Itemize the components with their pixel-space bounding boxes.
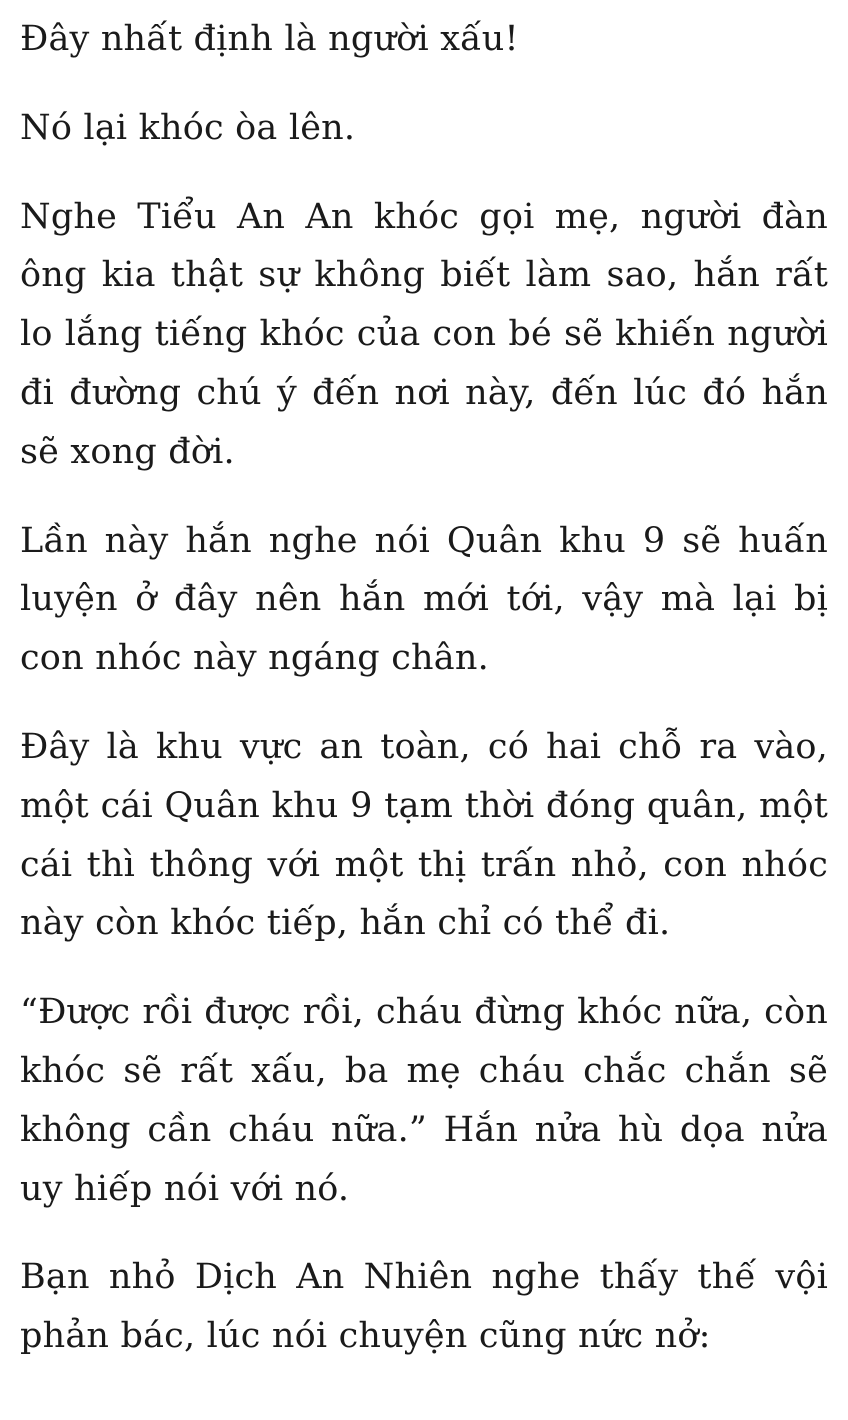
paragraph: Nó lại khóc òa lên. <box>20 107 356 148</box>
paragraph: Đây nhất định là người xấu! <box>20 19 519 59</box>
paragraph: Đây là khu vực an toàn, có hai chỗ ra vào, một cái Quân khu 9 tạm thời đóng quân, một cái thì thông với một thị trấn nhỏ, con nhóc này còn khóc tiếp, hắn chỉ có thể đi. <box>20 726 828 944</box>
paragraph: Bạn nhỏ Dịch An Nhiên nghe thấy thế vội phản bác, lúc nói chuyện cũng nức nở: <box>20 1257 828 1357</box>
paragraph: Lần này hắn nghe nói Quân khu 9 sẽ huấn luyện ở đây nên hắn mới tới, vậy mà lại bị con nhóc này ngáng chân. <box>20 520 828 679</box>
paragraph: “Được rồi được rồi, cháu đừng khóc nữa, còn khóc sẽ rất xấu, ba mẹ cháu chắc chắn sẽ không cần cháu nữa.” Hắn nửa hù dọa nửa uy hiếp nói với nó. <box>20 992 828 1209</box>
paragraph: Nghe Tiểu An An khóc gọi mẹ, người đàn ông kia thật sự không biết làm sao, hắn rất lo lắng tiếng khóc của con bé sẽ khiến người đi đường chú ý đến nơi này, đến lúc đó hắn sẽ xong đời. <box>20 196 828 472</box>
